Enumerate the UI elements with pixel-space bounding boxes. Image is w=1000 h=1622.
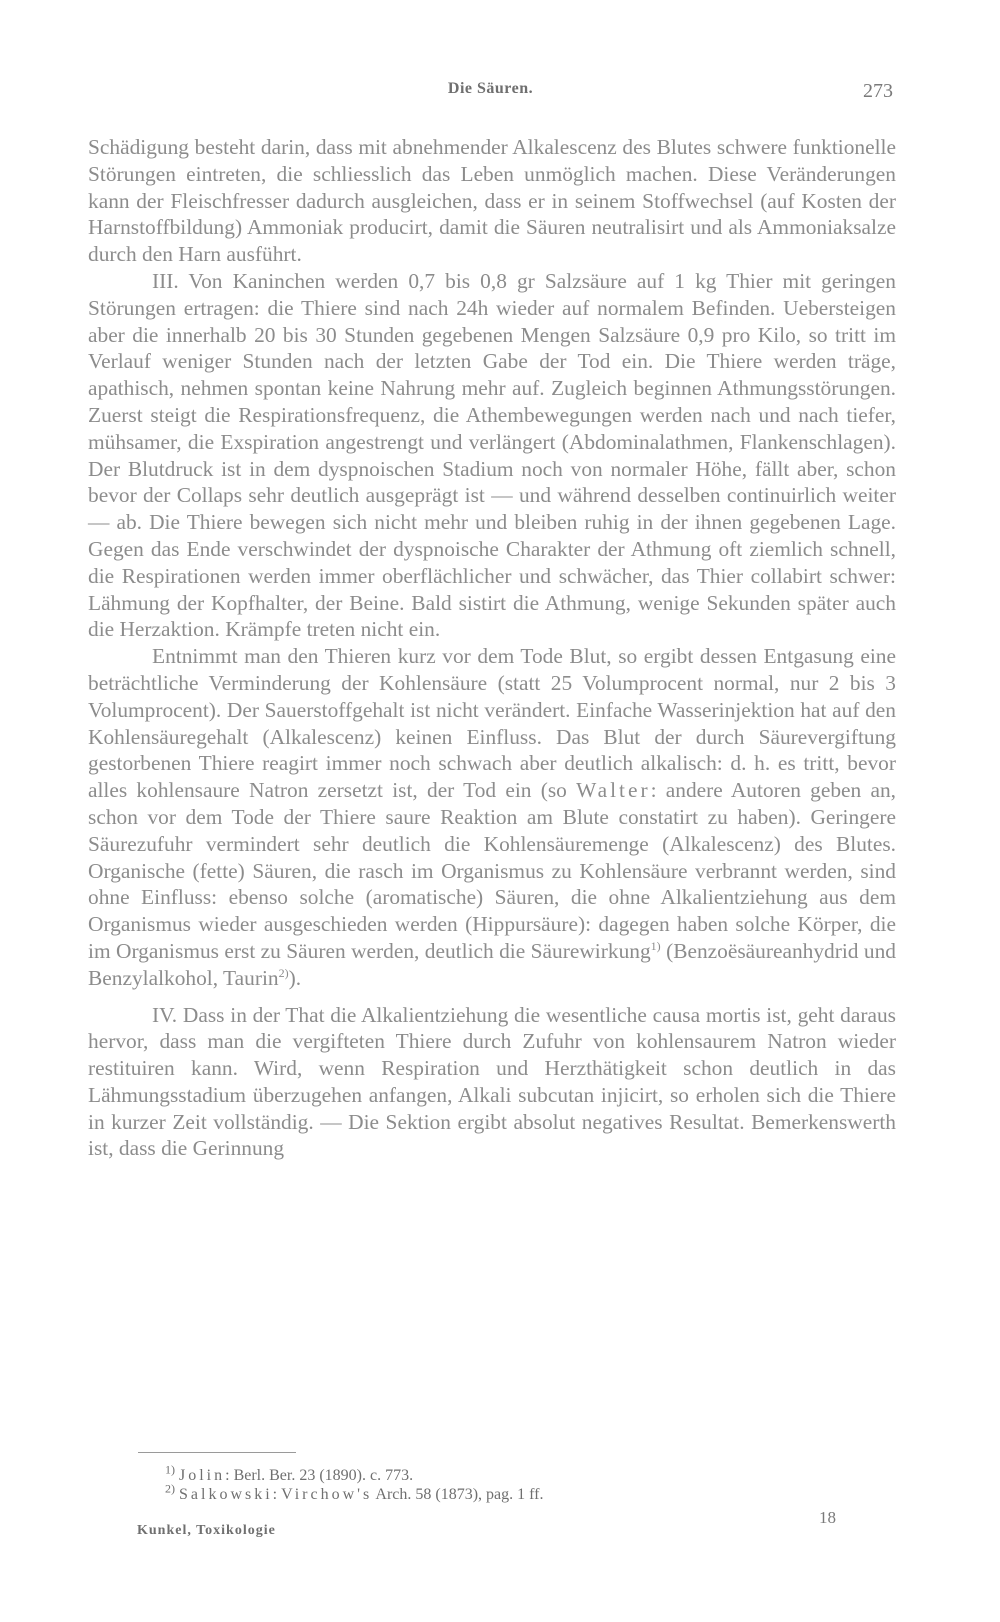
paragraph-3 (88, 643, 896, 991)
footnote-1-author: Jolin (179, 1467, 226, 1484)
footnote-1 (165, 1462, 865, 1485)
page-header (88, 80, 893, 110)
signature-number: 18 (819, 1508, 836, 1527)
paragraph-1: Schädigung besteht darin, dass mit abnehmender Alkalescenz des Blutes schwere funktionelle Störungen eintreten, die schliesslich das Leben unmöglich machen. Diese Veränderungen kann der Fleischfresser dadurch ausgleichen, dass er in seinem Stoffwechsel (auf Kosten der Harnstoffbildung) Ammoniak producirt, damit die Säuren neutralisirt und als Ammoniaksalze durch den Harn ausführt. (88, 135, 896, 267)
footnote-2-journal: Virchow's (281, 1486, 373, 1503)
footnote-ref-2[interactable]: 2) (278, 965, 289, 980)
footnote-2-rest: Arch. 58 (1873), pag. 1 ff. (372, 1486, 544, 1503)
page-number: 273 (863, 80, 893, 102)
body-text (88, 134, 896, 1162)
printer-signature: Kunkel, Toxikologie (137, 1523, 276, 1538)
footnote-ref-1[interactable]: 1) (650, 938, 661, 953)
paragraph-4: IV. Dass in der That die Alkalientziehung die wesentliche causa mortis ist, geht daraus hervor, dass man die vergifteten Thiere durch Zufuhr von kohlensaurem Natron wieder restituiren kann. Wird, wenn Respiration und Herzthätigkeit schon deutlich in das Lähmungsstadium überzugehen anfangen, Alkali subcutan injicirt, so erholen sich die Thiere in kurzer Zeit vollständig. — Die Sektion ergibt absolut negatives Resultat. Bemerkenswerth ist, dass die Gerinnung (88, 1002, 896, 1161)
footnote-2 (165, 1481, 865, 1504)
footnote-2-author: Salkowski (179, 1486, 273, 1503)
author-name-walter: Walter (576, 778, 651, 803)
paragraph-3-part-a: Entnimmt man den Thieren kurz vor dem Tode Blut, so ergibt dessen Entgasung eine beträchtliche Verminderung der Kohlensäure (statt 25 Volumprocent normal, nur 2 bis 3 Volumprocent). Der Sauerstoffgehalt ist nicht verändert. Einfache Wasserinjektion hat auf den Kohlensäuregehalt (Alkalescenz) keinen Einfluss. Das Blut der durch Säurevergiftung gestorbenen Thiere reagirt immer noch schwach aber deutlich alkalisch: d. h. es tritt, bevor alles kohlensaure Natron zersetzt ist, der Tod ein (so (88, 644, 896, 803)
footnotes (165, 1462, 865, 1504)
running-head: Die Säuren. (447, 80, 534, 97)
footnote-rule (138, 1452, 296, 1453)
footnote-1-mark: 1) (165, 1462, 175, 1477)
footnote-1-text: : Berl. Ber. 23 (1890). c. 773. (225, 1467, 414, 1484)
footnote-2-mark: 2) (165, 1481, 175, 1496)
paragraph-3-part-c: (Benzoësäureanhydrid und Benzylalkohol, Taurin (88, 938, 896, 990)
paragraph-2: III. Von Kaninchen werden 0,7 bis 0,8 gr Salzsäure auf 1 kg Thier mit geringen Störungen ertragen: die Thiere sind nach 24h wieder auf normalem Befinden. Uebersteigen aber die innerhalb 20 bis 30 Stunden gegebenen Mengen Salzsäure 0,9 pro Kilo, so tritt im Verlauf weniger Stunden nach der letzten Gabe der Tod ein. Die Thiere werden träge, apathisch, nehmen spontan keine Nahrung mehr auf. Zugleich beginnen Athmungsstörungen. Zuerst steigt die Respirationsfrequenz, die Athembewegungen werden nach und nach tiefer, mühsamer, die Exspiration angestrengt und verlängert (Abdominalathmen, Flankenschlagen). Der Blutdruck ist in dem dyspnoischen Stadium noch von normaler Höhe, fällt aber, schon bevor der Collaps sehr deutlich ausgeprägt ist — und während desselben continuirlich weiter — ab. Die Thiere bewegen sich nicht mehr und bleiben ruhig in der ihnen gegebenen Lage. Gegen das Ende verschwindet der dyspnoische Charakter der Athmung oft ziemlich schnell, die Respirationen werden immer oberflächlicher und schwächer, das Thier collabirt schwer: Lähmung der Kopfhalter, der Beine. Bald sistirt die Athmung, wenige Sekunden später auch die Herzaktion. Krämpfe treten nicht ein. (88, 268, 896, 642)
footnote-2-text: : (272, 1486, 282, 1503)
paragraph-3-part-d: ). (288, 965, 302, 990)
paragraph-3-part-b: : andere Autoren geben an, schon vor dem Tode der Thiere saure Reaktion am Blute constatirt zu haben). Geringere Säurezufuhr vermindert sehr deutlich die Kohlensäuremenge (Alkalescenz) des Blutes. Organische (fette) Säuren, die rasch im Organismus zu Kohlensäure verbrannt werden, sind ohne Einfluss: ebenso solche (aromatische) Säuren, die ohne Alkalientziehung aus dem Organismus wieder ausgeschieden werden (Hippursäure): dagegen haben solche Körper, die im Organismus erst zu Säuren werden, deutlich die Säurewirkung (88, 778, 897, 963)
